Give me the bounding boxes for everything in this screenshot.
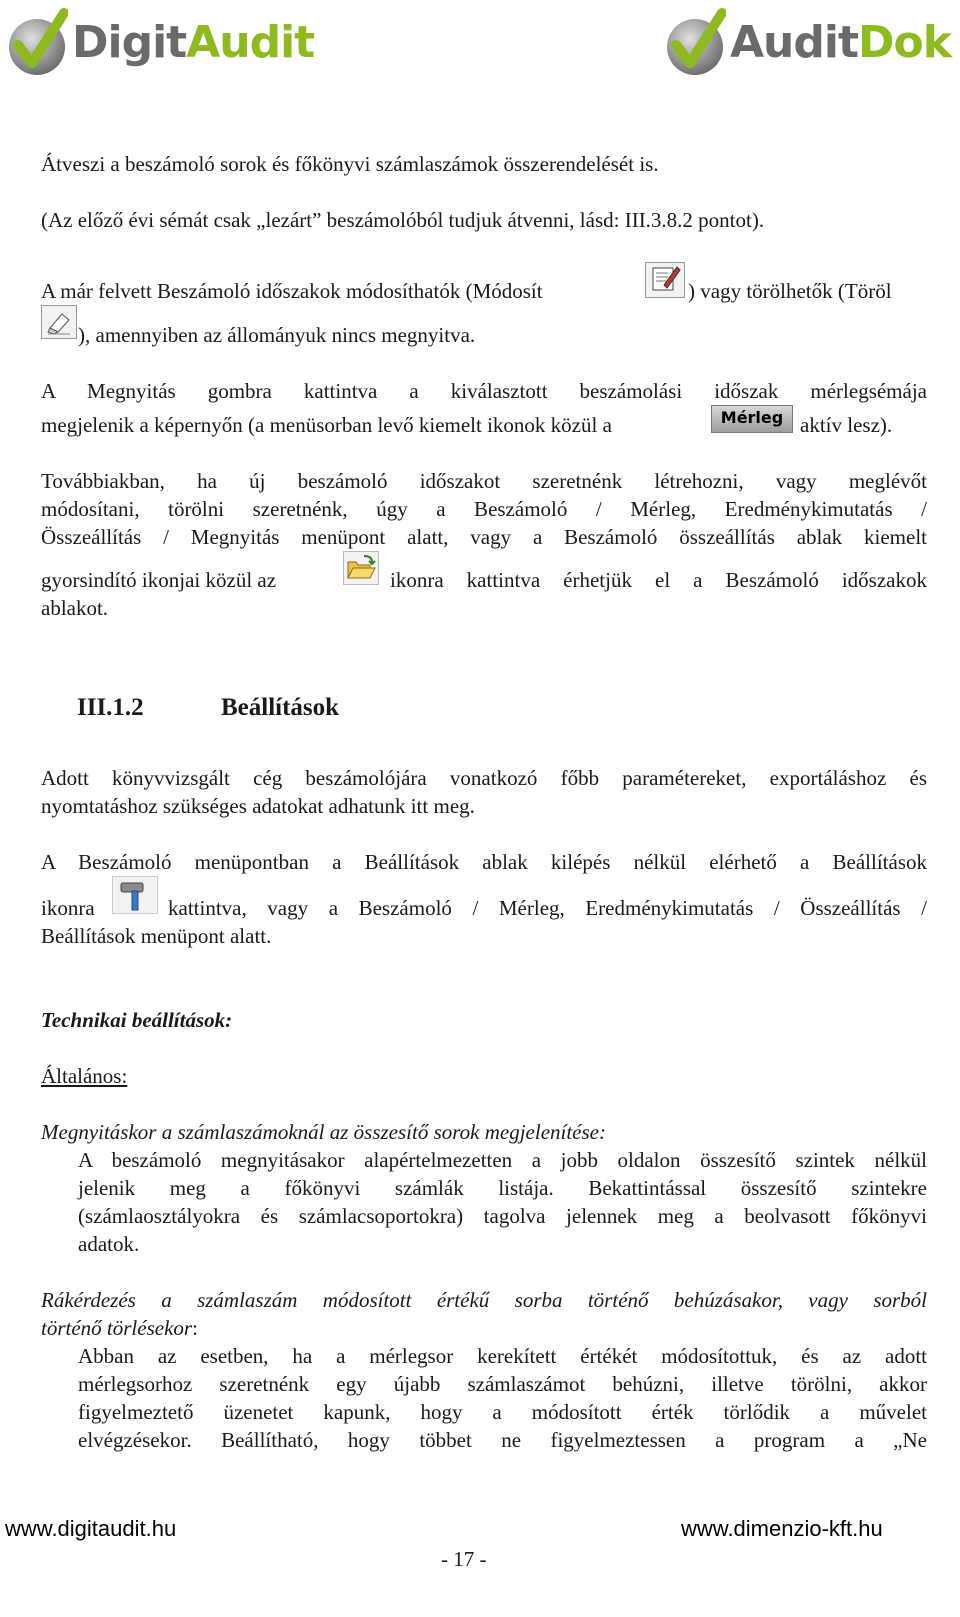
logo-right-text: AuditDok: [730, 16, 952, 68]
setting-description: elvégzésekor. Beállítható, hogy többet ne figyelmeztessen a program a „Ne: [78, 1428, 927, 1452]
paragraph-text: Beállítások menüpont alatt.: [41, 924, 272, 948]
setting-description: jelenik meg a főkönyvi számlák listája. Bekattintással összesítő szintekre: [78, 1176, 927, 1200]
paragraph-text: (Az előző évi sémát csak „lezárt” beszámolóból tudjuk átvenni, lásd: III.3.8.2 pontot).: [41, 208, 765, 232]
paragraph-text: megjelenik a képernyőn (a menüsorban levő kiemelt ikonok közül a: [41, 413, 612, 437]
checkmark-logo-icon: [664, 7, 726, 77]
setting-description: (számlaosztályokra és számlacsoportokra) tagolva jelennek meg a beolvasott főkönyvi: [78, 1204, 927, 1228]
paragraph-text: Átveszi a beszámoló sorok és főkönyvi számlaszámok összerendelését is.: [41, 152, 659, 176]
paragraph-text: Összeállítás / Megnyitás menüpont alatt, vagy a Beszámoló összeállítás ablak kiemelt: [41, 525, 927, 549]
setting-title: Rákérdezés a számlaszám módosított értékű sorba történő behúzásakor, vagy sorból: [41, 1288, 927, 1312]
paragraph-text: nyomtatáshoz szükséges adatokat adhatunk itt meg.: [41, 794, 475, 818]
checkmark-logo-icon: [6, 7, 68, 77]
subheading-general: Általános:: [41, 1064, 128, 1088]
paragraph-text: aktív lesz).: [800, 413, 893, 437]
paragraph-text: ), amennyiben az állományuk nincs megnyitva.: [78, 323, 476, 347]
paragraph-text: Továbbiakban, ha új beszámoló időszakot szeretnénk létrehozni, vagy meglévőt: [41, 469, 927, 493]
section-title: Beállítások: [221, 694, 340, 721]
folder-open-icon: [343, 551, 379, 585]
paragraph-text: ikonra: [41, 896, 95, 920]
section-number: III.1.2: [77, 694, 144, 721]
paragraph-text: ) vagy törölhetők (Töröl: [688, 279, 892, 303]
subheading-technical: Technikai beállítások:: [41, 1008, 233, 1032]
footer-link-left[interactable]: www.digitaudit.hu: [5, 1516, 177, 1541]
setting-description: Abban az esetben, ha a mérlegsor kerekített értékét módosítottuk, és az adott: [78, 1344, 927, 1368]
logo-left-text: DigitAudit: [72, 16, 315, 68]
logo-digitaudit: [6, 4, 314, 80]
paragraph-text: Adott könyvvizsgált cég beszámolójára vonatkozó főbb paramétereket, exportáláshoz és: [41, 766, 927, 790]
paragraph-text: módosítani, törölni szeretnénk, úgy a Beszámoló / Mérleg, Eredménykimutatás /: [41, 497, 927, 521]
paragraph-text: kattintva, vagy a Beszámoló / Mérleg, Eredménykimutatás / Összeállítás /: [168, 896, 927, 920]
footer-link-right[interactable]: www.dimenzio-kft.hu: [681, 1516, 883, 1541]
hammer-icon: [112, 876, 158, 914]
setting-title: történő törlésekor:: [41, 1316, 198, 1340]
logo-auditdok: [664, 4, 951, 80]
setting-title: Megnyitáskor a számlaszámoknál az összesítő sorok megjelenítése:: [41, 1120, 606, 1144]
paragraph-text: ablakot.: [41, 596, 109, 620]
page-number: - 17 -: [441, 1547, 487, 1571]
paragraph-text: A Beszámoló menüpontban a Beállítások ablak kilépés nélkül elérhető a Beállítások: [41, 850, 927, 874]
delete-icon: [41, 305, 77, 339]
paragraph-text: A már felvett Beszámoló időszakok módosíthatók (Módosít: [41, 279, 543, 303]
paragraph-text: ikonra kattintva érhetjük el a Beszámoló időszakok: [390, 568, 927, 592]
setting-description: figyelmeztető üzenetet kapunk, hogy a módosított érték törlődik a művelet: [78, 1400, 927, 1424]
paragraph-text: A Megnyitás gombra kattintva a kiválasztott beszámolási időszak mérlegsémája: [41, 379, 927, 403]
setting-description: A beszámoló megnyitásakor alapértelmezetten a jobb oldalon összesítő szintek nélkül: [78, 1148, 927, 1172]
paragraph-text: gyorsindító ikonjai közül az: [41, 568, 277, 592]
merleg-button-image: Mérleg: [711, 405, 793, 433]
setting-description: mérlegsorhoz szeretnénk egy újabb számlaszámot behúzni, illetve törölni, akkor: [78, 1372, 927, 1396]
modify-icon: [645, 262, 685, 298]
setting-description: adatok.: [78, 1232, 140, 1256]
